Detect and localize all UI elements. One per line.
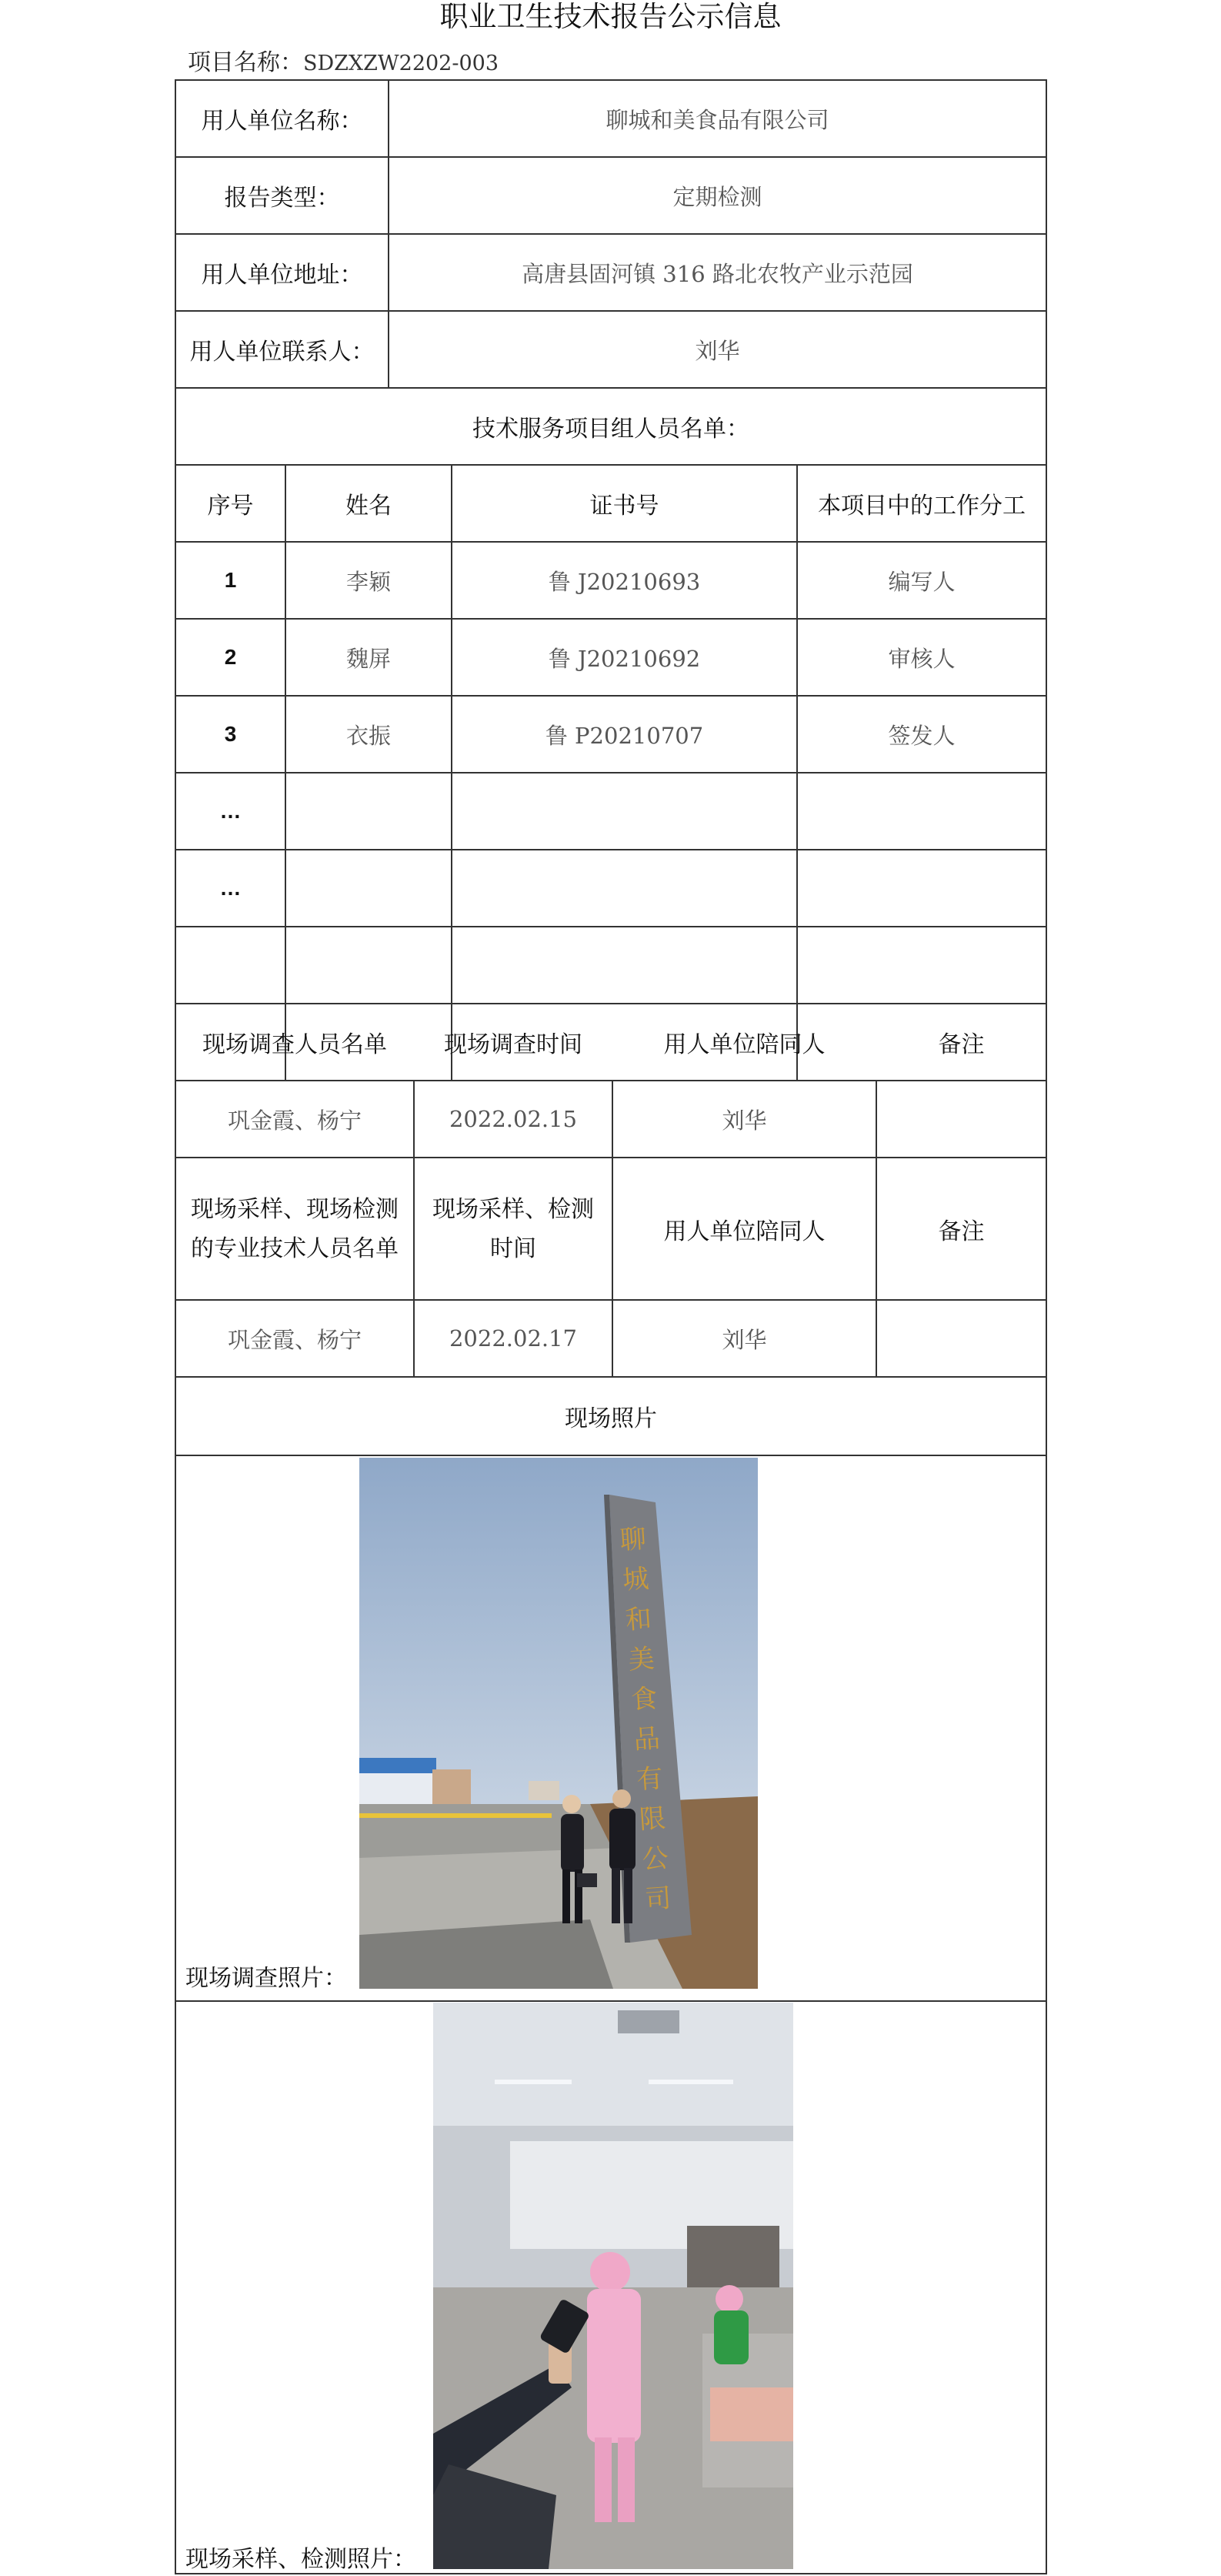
- sampling-note: [877, 1301, 1046, 1376]
- photos-heading: 现场照片: [565, 1405, 657, 1432]
- contact-value: 刘华: [695, 337, 740, 364]
- report-type-label: 报告类型：: [224, 185, 340, 212]
- team-row-no: …: [219, 799, 242, 823]
- survey-photo: [359, 1458, 758, 1989]
- team-col-name: 姓名: [345, 493, 392, 520]
- survey-escort: 刘华: [722, 1107, 767, 1134]
- survey-date: 2022.02.15: [449, 1106, 578, 1132]
- survey-photo-image: [359, 1458, 758, 1989]
- employer-address-label: 用人单位地址：: [201, 262, 363, 289]
- survey-col-escort: 用人单位陪同人: [663, 1031, 826, 1058]
- team-row-no: 2: [224, 645, 237, 669]
- sampling-col-staff: 现场采样、现场检测的专业技术人员名单: [191, 1195, 399, 1262]
- team-row-name: 衣振: [345, 722, 391, 749]
- team-heading: 技术服务项目组人员名单：: [472, 416, 749, 443]
- survey-col-note: 备注: [938, 1031, 985, 1058]
- survey-col-staff: 现场调查人员名单: [202, 1031, 387, 1058]
- survey-note: [877, 1081, 1046, 1157]
- project-line: [188, 48, 499, 79]
- sampling-escort: 刘华: [722, 1326, 767, 1353]
- sampling-photo-label: 现场采样、检测照片：: [185, 2546, 416, 2573]
- team-col-no: 序号: [207, 493, 254, 520]
- team-row-name: 李颖: [345, 568, 391, 595]
- rule: [176, 772, 1046, 773]
- team-row-role: 签发人: [888, 722, 956, 749]
- sampling-col-note: 备注: [938, 1218, 985, 1245]
- sampling-col-date: 现场采样、检测时间: [432, 1195, 594, 1262]
- project-code: SDZXZW2202-003: [303, 52, 499, 75]
- team-row-no: 1: [224, 568, 237, 592]
- disclosure-table: [175, 79, 1047, 2574]
- rule: [176, 1455, 1046, 1456]
- sampling-staff: 巩金霞、杨宁: [227, 1326, 362, 1353]
- employer-address-value: 高唐县固河镇 316 路北农牧产业示范园: [522, 260, 913, 287]
- project-label: 项目名称：: [188, 49, 303, 76]
- team-col-cert: 证书号: [589, 493, 659, 520]
- contact-label: 用人单位联系人：: [189, 339, 375, 366]
- employer-name-value: 聊城和美食品有限公司: [605, 106, 829, 133]
- team-row-cert: 鲁 P20210707: [545, 722, 704, 749]
- page-title: 职业卫生技术报告公示信息: [439, 0, 782, 33]
- team-row-no: …: [219, 876, 242, 900]
- team-row-name: 魏屏: [345, 645, 391, 672]
- sampling-date: 2022.02.17: [449, 1325, 578, 1351]
- team-row-role: 审核人: [888, 645, 956, 672]
- sampling-col-escort: 用人单位陪同人: [663, 1218, 826, 1245]
- survey-col-date: 现场调查时间: [444, 1031, 582, 1058]
- team-row-no: [176, 927, 285, 1003]
- sampling-photo-image: [433, 2003, 793, 2569]
- team-row-cert: 鲁 J20210692: [548, 645, 701, 672]
- team-row-no: 3: [224, 722, 237, 746]
- sampling-photo: [433, 2003, 793, 2569]
- survey-staff: 巩金霞、杨宁: [227, 1107, 362, 1134]
- rule: [176, 926, 1046, 927]
- rule: [176, 849, 1046, 850]
- monument-sign-text: 聊城和美食品有限公司: [619, 1523, 672, 1916]
- team-row-cert: 鲁 J20210693: [548, 568, 701, 595]
- team-col-role: 本项目中的工作分工: [818, 493, 1026, 520]
- report-type-value: 定期检测: [672, 183, 762, 210]
- team-row-role: 编写人: [888, 568, 956, 595]
- employer-name-label: 用人单位名称：: [201, 108, 363, 135]
- survey-photo-label: 现场调查照片：: [185, 1965, 347, 1992]
- rule: [176, 2000, 1046, 2002]
